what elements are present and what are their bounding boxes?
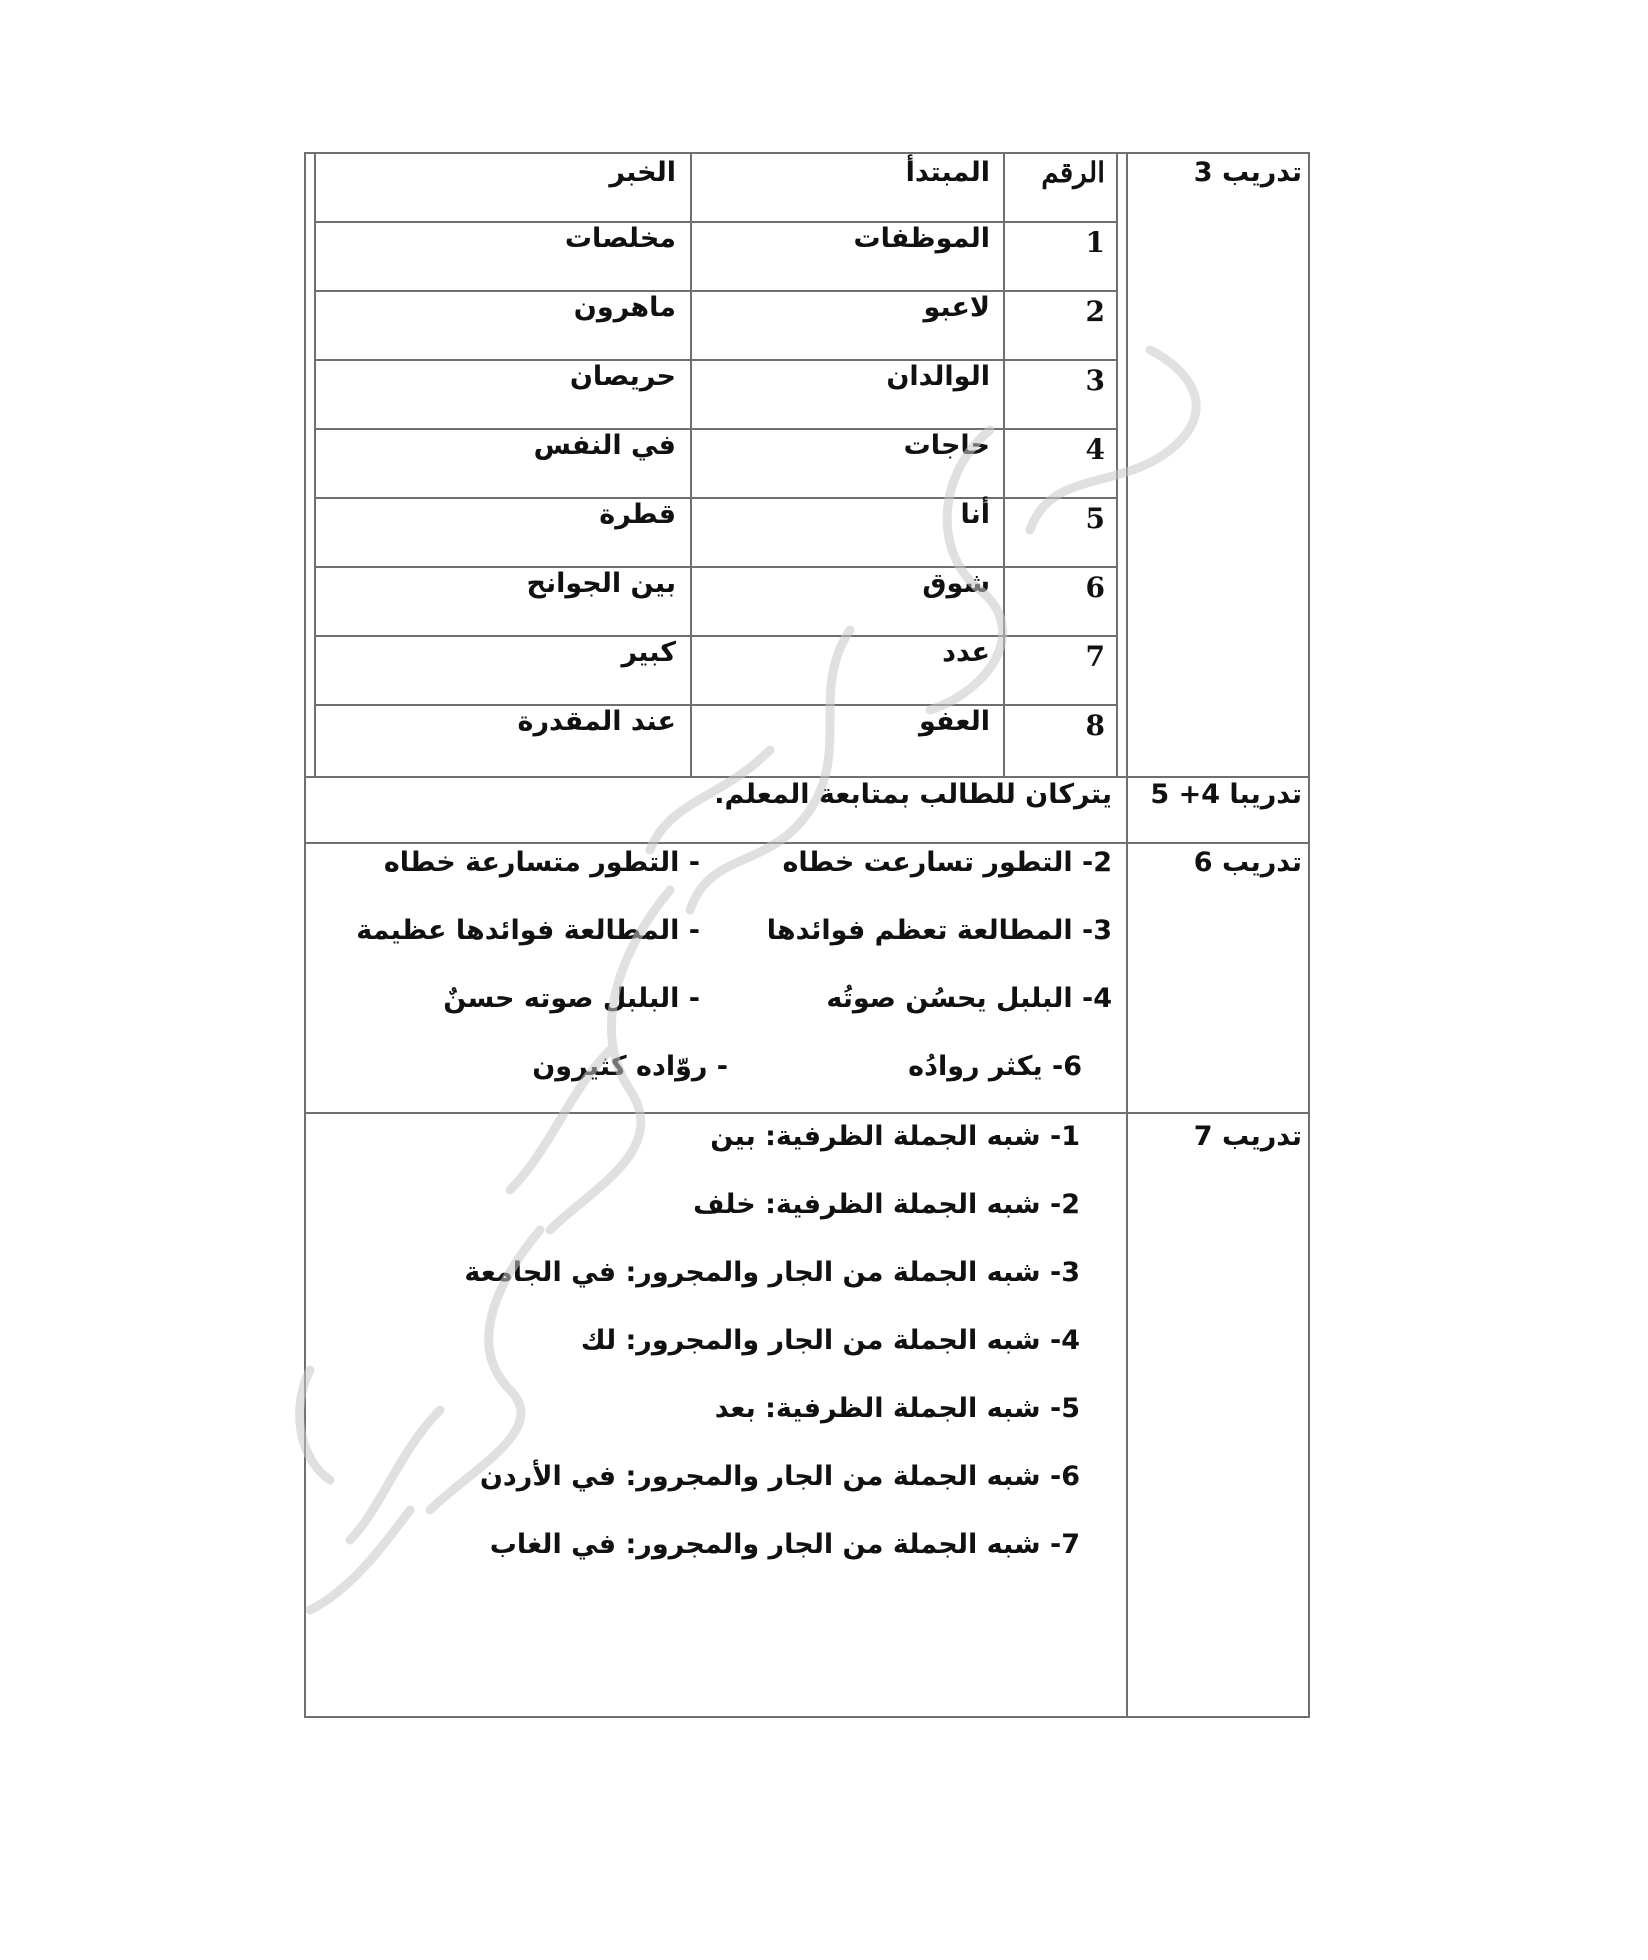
row-1-number: 1: [1085, 226, 1105, 259]
t6-item-2-original: 3- المطالعة تعظم فوائدها: [766, 915, 1112, 946]
t6-item-4-transformed: - روّاده كثيرون: [532, 1051, 728, 1082]
row-7-mubtada: عدد: [942, 637, 990, 668]
label-tadreeb-6: تدريب 6: [1193, 847, 1302, 878]
t7-item-5: 5- شبه الجملة الظرفية: بعد: [714, 1393, 1080, 1424]
row-4-number: 4: [1085, 433, 1105, 466]
t7-item-6: 6- شبه الجملة من الجار والمجرور: في الأردن: [479, 1461, 1080, 1492]
row-8-mubtada: العفو: [919, 706, 990, 737]
inner-row-line-4: [314, 428, 1118, 430]
inner-row-line-3: [314, 359, 1118, 361]
t7-item-2: 2- شبه الجملة الظرفية: خلف: [693, 1189, 1080, 1220]
row-4-khabar: في النفس: [533, 430, 676, 461]
inner-row-line-6: [314, 566, 1118, 568]
inner-table-left-edge: [314, 152, 316, 776]
row-8-khabar: عند المقدرة: [517, 706, 676, 737]
inner-row-line-7: [314, 635, 1118, 637]
inner-divider-num: [1003, 152, 1005, 776]
t6-item-3-transformed: - البلبل صوته حسنٌ: [443, 983, 700, 1014]
header-number: الرقم: [1041, 156, 1105, 189]
row-5-mubtada: أنا: [960, 499, 990, 530]
header-mubtada: المبتدأ: [905, 157, 990, 188]
inner-row-line-1: [314, 221, 1118, 223]
row-1-khabar: مخلصات: [564, 223, 676, 254]
note-text: يتركان للطالب بمتابعة المعلم.: [714, 779, 1112, 810]
t6-item-4-original: 6- يكثر روادُه: [908, 1051, 1082, 1082]
row-3-khabar: حريصان: [569, 361, 676, 392]
label-column-divider: [1126, 152, 1128, 1718]
t7-item-1: 1- شبه الجملة الظرفية: بين: [710, 1121, 1080, 1152]
t7-item-4: 4- شبه الجملة من الجار والمجرور: لك: [580, 1325, 1080, 1356]
t6-item-3-original: 4- البلبل يحسُن صوتُه: [826, 983, 1112, 1014]
row-6-mubtada: شوق: [922, 568, 990, 599]
inner-row-line-8: [314, 704, 1118, 706]
inner-table-right-edge: [1116, 152, 1118, 776]
t6-item-1-transformed: - التطور متسارعة خطاه: [383, 847, 700, 878]
row-5-number: 5: [1085, 502, 1105, 535]
row-3-mubtada: الوالدان: [886, 361, 990, 392]
t6-item-2-transformed: - المطالعة فوائدها عظيمة: [356, 915, 700, 946]
row-2-number: 2: [1085, 295, 1105, 328]
label-tadreeba-4-5: تدريبا 4+ 5: [1150, 779, 1302, 810]
inner-row-line-5: [314, 497, 1118, 499]
row-2-khabar: ماهرون: [573, 292, 676, 323]
inner-row-line-2: [314, 290, 1118, 292]
row-3-number: 3: [1085, 364, 1105, 397]
row-4-mubtada: حاجات: [903, 430, 990, 461]
t7-item-3: 3- شبه الجملة من الجار والمجرور: في الجامعة: [464, 1257, 1080, 1288]
divider-t45-t6: [304, 842, 1310, 844]
row-7-khabar: كبير: [621, 637, 676, 668]
label-tadreeb-3: تدريب 3: [1193, 157, 1302, 188]
row-6-number: 6: [1085, 571, 1105, 604]
row-7-number: 7: [1085, 640, 1105, 673]
header-khabar: الخبر: [609, 157, 676, 188]
row-6-khabar: بين الجوانح: [526, 568, 676, 599]
row-5-khabar: قطرة: [599, 499, 676, 530]
inner-divider-mubtada: [690, 152, 692, 776]
divider-t6-t7: [304, 1112, 1310, 1114]
label-tadreeb-7: تدريب 7: [1193, 1121, 1302, 1152]
row-2-mubtada: لاعبو: [923, 292, 990, 323]
t6-item-1-original: 2- التطور تسارعت خطاه: [782, 847, 1112, 878]
row-1-mubtada: الموظفات: [853, 223, 990, 254]
t7-item-7: 7- شبه الجملة من الجار والمجرور: في الغاب: [489, 1529, 1080, 1560]
row-8-number: 8: [1085, 709, 1105, 742]
